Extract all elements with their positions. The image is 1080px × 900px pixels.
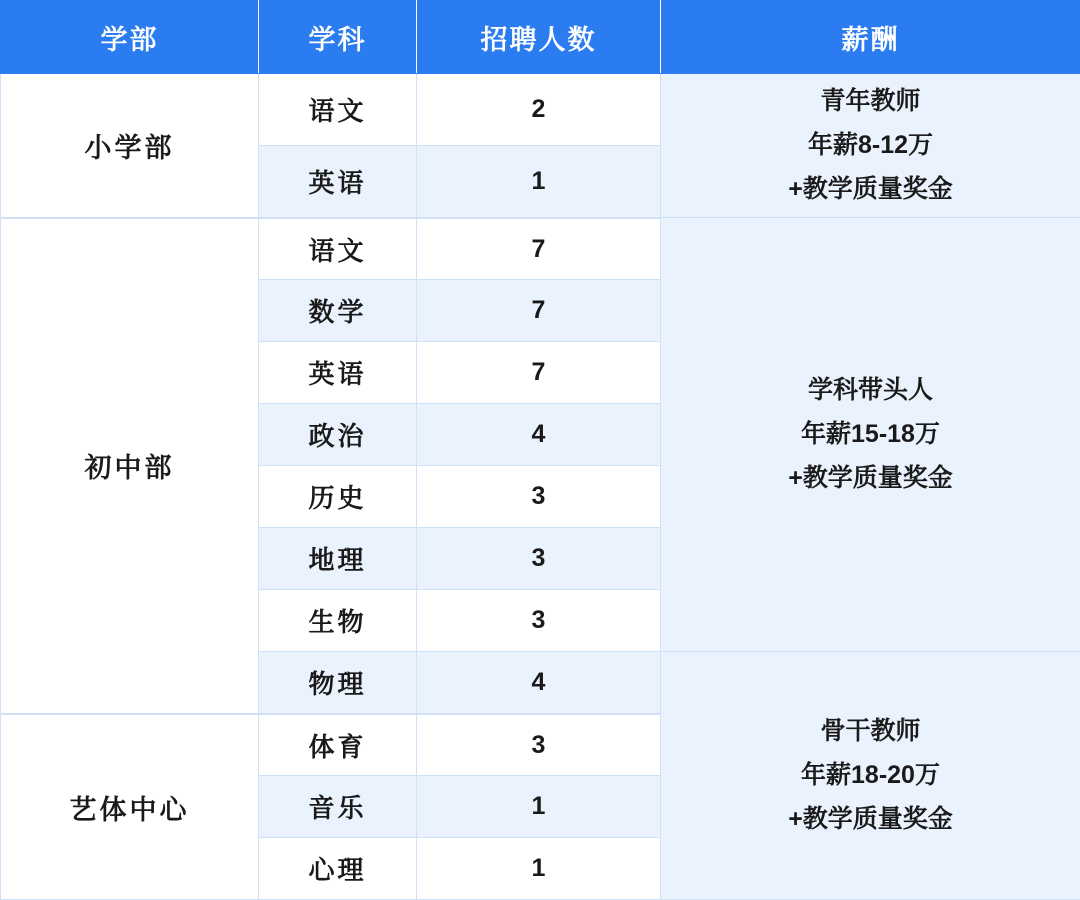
cell-headcount: 7 xyxy=(417,280,661,342)
cell-headcount: 3 xyxy=(417,714,661,776)
cell-subject: 体育 xyxy=(259,714,417,776)
table-row xyxy=(1,218,1080,280)
cell-subject: 历史 xyxy=(259,466,417,528)
cell-department-middle: 初中部 xyxy=(1,218,259,714)
column-header-department: 学部 xyxy=(1,1,259,74)
salary-amount: 年薪18-20万 xyxy=(671,754,1070,798)
cell-headcount: 1 xyxy=(417,838,661,900)
cell-subject: 政治 xyxy=(259,404,417,466)
cell-headcount: 3 xyxy=(417,590,661,652)
cell-salary-subject-leader xyxy=(661,218,1080,652)
cell-subject: 物理 xyxy=(259,652,417,714)
salary-bonus: +教学质量奖金 xyxy=(671,168,1070,212)
cell-subject: 语文 xyxy=(259,74,417,146)
salary-amount: 年薪15-18万 xyxy=(671,413,1070,457)
salary-bonus: +教学质量奖金 xyxy=(671,798,1070,842)
salary-bonus: +教学质量奖金 xyxy=(671,457,1070,501)
column-header-headcount: 招聘人数 xyxy=(417,1,661,74)
cell-subject: 英语 xyxy=(259,146,417,218)
salary-title: 骨干教师 xyxy=(671,710,1070,754)
cell-department-arts-sports: 艺体中心 xyxy=(1,714,259,900)
cell-headcount: 3 xyxy=(417,466,661,528)
table-body xyxy=(1,74,1080,900)
table-row xyxy=(1,74,1080,146)
salary-title: 学科带头人 xyxy=(671,369,1070,413)
cell-subject: 语文 xyxy=(259,218,417,280)
cell-headcount: 7 xyxy=(417,218,661,280)
table-header xyxy=(1,1,1080,74)
cell-headcount: 7 xyxy=(417,342,661,404)
cell-headcount: 4 xyxy=(417,652,661,714)
cell-subject: 生物 xyxy=(259,590,417,652)
cell-headcount: 4 xyxy=(417,404,661,466)
column-header-salary: 薪酬 xyxy=(661,1,1080,74)
cell-subject: 音乐 xyxy=(259,776,417,838)
cell-headcount: 3 xyxy=(417,528,661,590)
cell-subject: 数学 xyxy=(259,280,417,342)
cell-headcount: 2 xyxy=(417,74,661,146)
cell-headcount: 1 xyxy=(417,776,661,838)
cell-department-primary: 小学部 xyxy=(1,74,259,218)
cell-headcount: 1 xyxy=(417,146,661,218)
salary-amount: 年薪8-12万 xyxy=(671,124,1070,168)
salary-title: 青年教师 xyxy=(671,80,1070,124)
cell-subject: 地理 xyxy=(259,528,417,590)
cell-subject: 心理 xyxy=(259,838,417,900)
cell-salary-backbone-teacher xyxy=(661,652,1080,900)
cell-salary-young-teacher xyxy=(661,74,1080,218)
column-header-subject: 学科 xyxy=(259,1,417,74)
header-row xyxy=(1,1,1080,74)
cell-subject: 英语 xyxy=(259,342,417,404)
